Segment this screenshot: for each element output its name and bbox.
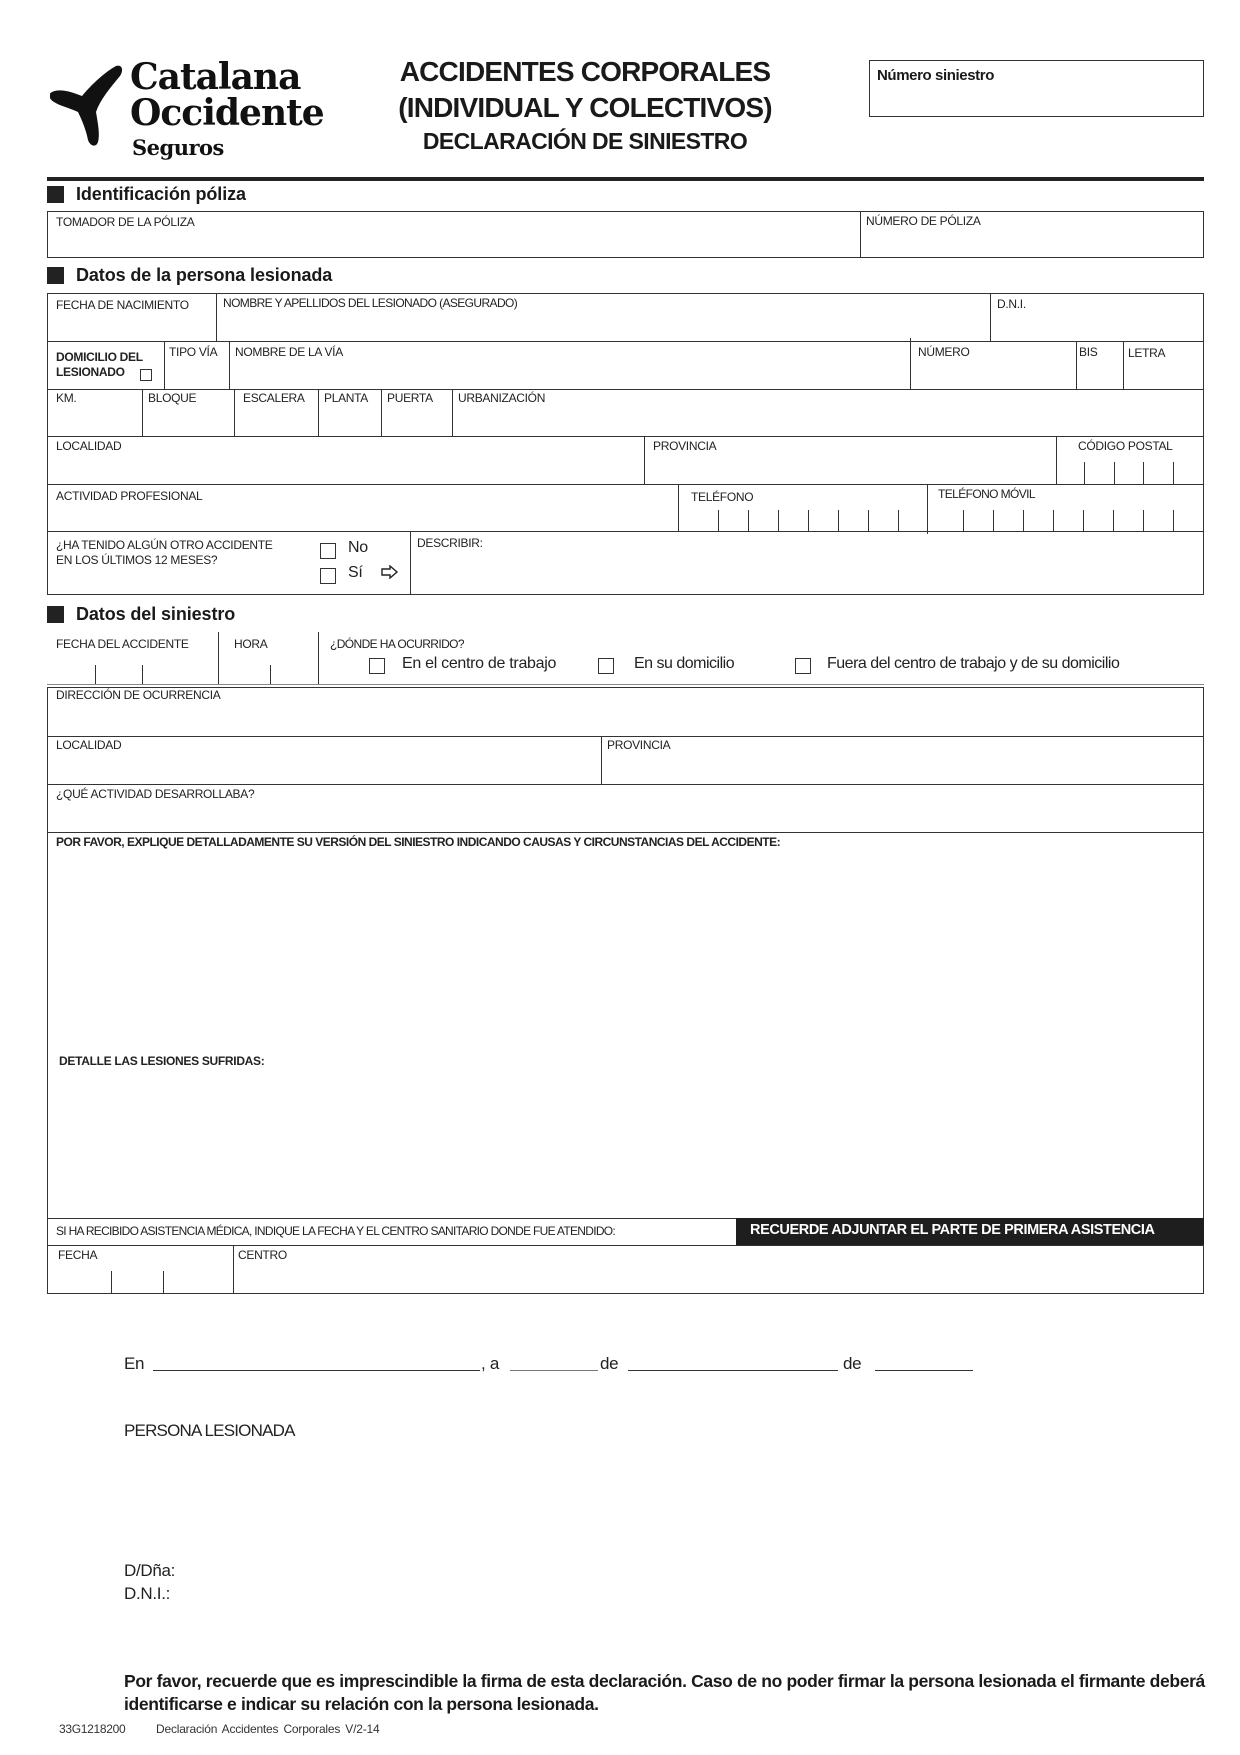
accident-date-label: FECHA DEL ACCIDENTE	[56, 637, 189, 651]
prior-accident-no-checkbox[interactable]	[320, 543, 336, 559]
medical-date-label: FECHA	[58, 1248, 98, 1262]
street-name-label: NOMBRE DE LA VÍA	[235, 345, 343, 359]
signature-de-1: de	[600, 1354, 619, 1373]
dni-input[interactable]	[991, 315, 1203, 340]
province-input[interactable]	[645, 456, 1055, 483]
injured-person-label: PERSONA LESIONADA	[124, 1421, 295, 1440]
postal-code-label: CÓDIGO POSTAL	[1078, 439, 1173, 453]
km-label: KM.	[56, 391, 77, 405]
medical-date-input[interactable]	[48, 1264, 232, 1293]
form-title-line1: ACCIDENTES CORPORALES	[399, 56, 771, 87]
occurrence-address-input[interactable]	[48, 705, 1203, 735]
province-label: PROVINCIA	[653, 439, 717, 453]
signature-area[interactable]	[124, 1448, 624, 1548]
company-logo	[50, 56, 324, 168]
where-option-elsewhere-checkbox[interactable]	[795, 658, 811, 674]
claim-province-input[interactable]	[602, 755, 1203, 783]
address-label-line2: LESIONADO	[56, 365, 125, 379]
accident-time-input[interactable]	[219, 655, 317, 683]
logo-star-icon	[50, 62, 125, 147]
activity-label: ¿QUÉ ACTIVIDAD DESARROLLABA?	[56, 787, 255, 801]
describe-input[interactable]	[411, 552, 1203, 594]
signature-place-prefix: En	[124, 1354, 145, 1373]
street-name-input[interactable]	[230, 362, 909, 388]
header-rule	[47, 177, 1204, 181]
policy-number-label: NÚMERO DE PÓLIZA	[866, 214, 981, 228]
phone-input[interactable]	[679, 503, 926, 530]
section-claim	[47, 604, 235, 625]
prior-accident-question-line2: EN LOS ÚLTIMOS 12 MESES?	[56, 553, 218, 567]
where-option-workplace-checkbox[interactable]	[369, 658, 385, 674]
section-marker-icon	[47, 267, 64, 284]
signature-place-input[interactable]	[153, 1370, 480, 1371]
urbanization-input[interactable]	[453, 408, 1203, 435]
door-input[interactable]	[382, 408, 451, 435]
street-type-input[interactable]	[165, 362, 228, 388]
mobile-label: TELÉFONO MÓVIL	[938, 487, 1035, 501]
prior-accident-yes-label: Sí	[348, 564, 363, 581]
accident-date-input[interactable]	[48, 655, 217, 683]
urbanization-label: URBANIZACIÓN	[458, 391, 546, 405]
locality-input[interactable]	[48, 456, 643, 483]
claim-locality-input[interactable]	[48, 755, 600, 783]
logo-name-line1: Catalana	[130, 56, 301, 98]
dni-label: D.N.I.	[997, 297, 1026, 311]
locality-label: LOCALIDAD	[56, 439, 122, 453]
signature-year-input[interactable]	[875, 1370, 973, 1371]
claim-number-field[interactable]	[869, 60, 1204, 117]
prior-accident-no-label: No	[348, 539, 368, 556]
medical-assistance-label: SI HA RECIBIDO ASISTENCIA MÉDICA, INDIQUE LA FECHA Y EL CENTRO SANITARIO DONDE FUE ATENDIDO:	[56, 1224, 616, 1238]
where-option-workplace-label: En el centro de trabajo	[402, 655, 557, 672]
signer-name-label: D/Dña:	[124, 1561, 176, 1580]
full-name-input[interactable]	[217, 315, 989, 340]
bis-label: BIS	[1079, 345, 1098, 359]
prior-accident-yes-checkbox[interactable]	[320, 568, 336, 584]
birth-date-label: FECHA DE NACIMIENTO	[56, 298, 189, 312]
birth-date-input[interactable]	[48, 315, 215, 340]
footer-doc-name: Declaración Accidentes Corporales V/2-14	[156, 1722, 380, 1736]
profession-label: ACTIVIDAD PROFESIONAL	[56, 489, 203, 503]
address-checkbox[interactable]	[140, 369, 152, 381]
claim-number-label: Número siniestro	[877, 67, 994, 84]
mobile-input[interactable]	[928, 503, 1203, 530]
reminder-banner	[736, 1218, 1204, 1245]
where-option-home-checkbox[interactable]	[598, 658, 614, 674]
explain-label: POR FAVOR, EXPLIQUE DETALLADAMENTE SU VERSIÓN DEL SINIESTRO INDICANDO CAUSAS Y CIRCUNSTANCIAS DEL ACCIDENTE:	[56, 835, 781, 849]
form-title-line2: (INDIVIDUAL Y COLECTIVOS)	[398, 92, 772, 123]
explain-textarea[interactable]	[48, 852, 1203, 1047]
where-option-elsewhere-label: Fuera del centro de trabajo y de su domicilio	[827, 655, 1120, 672]
footer-code: 33G1218200	[59, 1722, 126, 1736]
letter-label: LETRA	[1128, 346, 1166, 360]
logo-name-line3: Seguros	[132, 135, 224, 160]
section-injured-title: Datos de la persona lesionada	[76, 265, 333, 285]
number-label: NÚMERO	[918, 345, 970, 359]
section-marker-icon	[47, 186, 64, 203]
policy-holder-label: TOMADOR DE LA PÓLIZA	[56, 215, 195, 229]
profession-input[interactable]	[48, 503, 677, 530]
reminder-banner-text: RECUERDE ADJUNTAR EL PARTE DE PRIMERA ASISTENCIA	[750, 1222, 1155, 1238]
section-policy-title: Identificación póliza	[76, 184, 246, 204]
where-label: ¿DÓNDE HA OCURRIDO?	[330, 637, 464, 651]
signature-day-input[interactable]	[510, 1370, 598, 1371]
section-injured	[47, 265, 332, 286]
occurrence-address-label: DIRECCIÓN DE OCURRENCIA	[56, 688, 221, 702]
signature-comma-a: , a	[481, 1354, 500, 1373]
km-input[interactable]	[48, 408, 141, 435]
stair-input[interactable]	[235, 408, 317, 435]
medical-center-input[interactable]	[234, 1264, 1203, 1293]
section-marker-icon	[47, 606, 64, 623]
policy-holder-input[interactable]	[48, 230, 860, 257]
block-label: BLOQUE	[148, 391, 197, 405]
address-label-line1: DOMICILIO DEL	[56, 350, 143, 364]
medical-center-label: CENTRO	[238, 1248, 287, 1262]
door-label: PUERTA	[387, 391, 433, 405]
signature-notice: Por favor, recuerde que es imprescindible la firma de esta declaración. Caso de no poder firmar la persona lesionada el firmante deberá identificarse e indicar su relación con la persona lesionada.	[124, 1671, 1205, 1714]
postal-code-input[interactable]	[1057, 456, 1203, 483]
letter-input[interactable]	[1124, 362, 1203, 388]
injuries-label: DETALLE LAS LESIONES SUFRIDAS:	[59, 1054, 265, 1068]
section-policy	[47, 184, 246, 205]
bis-input[interactable]	[1077, 362, 1122, 388]
floor-input[interactable]	[319, 408, 380, 435]
signature-month-input[interactable]	[628, 1370, 838, 1371]
arrow-right-icon	[381, 565, 399, 579]
signer-dni-label: D.N.I.:	[124, 1584, 171, 1603]
describe-label: DESCRIBIR:	[417, 536, 483, 550]
claim-province-label: PROVINCIA	[607, 738, 671, 752]
claim-locality-label: LOCALIDAD	[56, 738, 122, 752]
logo-name-line2: Occidente	[130, 92, 324, 134]
floor-label: PLANTA	[324, 391, 368, 405]
full-name-label: NOMBRE Y APELLIDOS DEL LESIONADO (ASEGURADO)	[223, 296, 518, 310]
activity-input[interactable]	[48, 803, 1203, 831]
signature-de-2: de	[843, 1354, 862, 1373]
number-input[interactable]	[911, 362, 1075, 388]
prior-accident-question-line1: ¿HA TENIDO ALGÚN OTRO ACCIDENTE	[56, 538, 273, 552]
phone-label: TELÉFONO	[691, 490, 754, 504]
section-claim-title: Datos del siniestro	[76, 604, 236, 624]
injuries-textarea[interactable]	[48, 1072, 1203, 1216]
street-type-label: TIPO VÍA	[169, 345, 218, 359]
policy-number-input[interactable]	[861, 230, 1203, 257]
stair-label: ESCALERA	[243, 391, 305, 405]
block-input[interactable]	[143, 408, 233, 435]
form-subtitle: DECLARACIÓN DE SINIESTRO	[422, 128, 748, 154]
where-option-home-label: En su domicilio	[634, 655, 735, 672]
time-label: HORA	[234, 637, 268, 651]
